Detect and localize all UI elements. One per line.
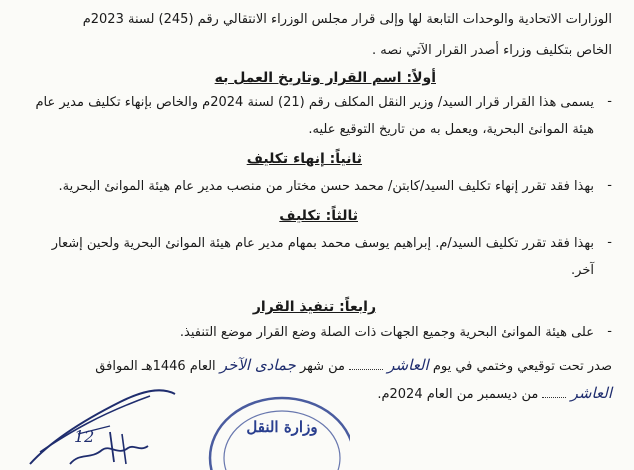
official-stamp xyxy=(200,388,350,470)
intro-line-1: الوزارات الاتحادية والوحدات التابعة لها وإلى قرار مجلس الوزراء الانتقالي رقم (245) لسنة 2023م xyxy=(82,12,612,27)
section-2-heading: ثانياً: إنهاء تكليف xyxy=(246,151,362,167)
section-4-heading: رابعاً: تنفيذ القرار xyxy=(252,299,376,315)
closing-text-3: العام 1446هـ الموافق xyxy=(95,359,216,374)
signature-mark: 12 xyxy=(74,427,95,446)
dotted-gap xyxy=(349,369,383,370)
closing-text-1: صدر تحت توقيعي وختمي في يوم xyxy=(432,359,612,374)
section-1-line-2: هيئة الموانئ البحرية، ويعمل به من تاريخ التوقيع عليه. xyxy=(308,122,594,137)
section-3-line-1: بهذا فقد تقرر تكليف السيد/م. إبراهيم يوسف محمد بمهام مدير عام هيئة الموانئ البحرية ولحين إشعار xyxy=(51,236,594,251)
closing-line-2 xyxy=(377,384,612,404)
section-1-line-1: يسمى هذا القرار قرار السيد/ وزير النقل المكلف رقم (21) لسنة 2024م والخاص بإنهاء تكليف مدير عام xyxy=(35,95,594,110)
section-1-heading: أولاً: اسم القرار وتاريخ العمل به xyxy=(214,70,436,86)
section-4-line-1: على هيئة الموانئ البحرية وجميع الجهات ذات الصلة وضع القرار موضع التنفيذ. xyxy=(179,325,594,340)
handwritten-day: العاشر xyxy=(387,356,429,374)
handwritten-month: جمادى الآخر xyxy=(219,356,296,374)
bullet-dash: - xyxy=(607,324,612,339)
bullet-dash: - xyxy=(607,178,612,193)
section-3-line-2: آخر. xyxy=(571,263,594,278)
handwritten-greg-day: العاشر xyxy=(570,384,612,402)
dotted-gap xyxy=(542,397,566,398)
closing-text-2: من شهر xyxy=(299,359,345,374)
bullet-dash: - xyxy=(607,235,612,250)
stamp-text: وزارة النقل xyxy=(246,418,318,436)
intro-line-2: الخاص بتكليف وزراء أصدر القرار الآتي نصه . xyxy=(372,43,612,58)
handwritten-signature xyxy=(10,372,210,470)
section-3-heading: ثالثاً: تكليف xyxy=(279,208,358,224)
closing-text-4: من ديسمبر من العام 2024م. xyxy=(377,387,539,402)
section-2-line-1: بهذا فقد تقرر إنهاء تكليف السيد/كابتن/ محمد حسن مختار من منصب مدير عام هيئة الموانئ البحرية. xyxy=(58,179,594,194)
bullet-dash: - xyxy=(607,94,612,109)
